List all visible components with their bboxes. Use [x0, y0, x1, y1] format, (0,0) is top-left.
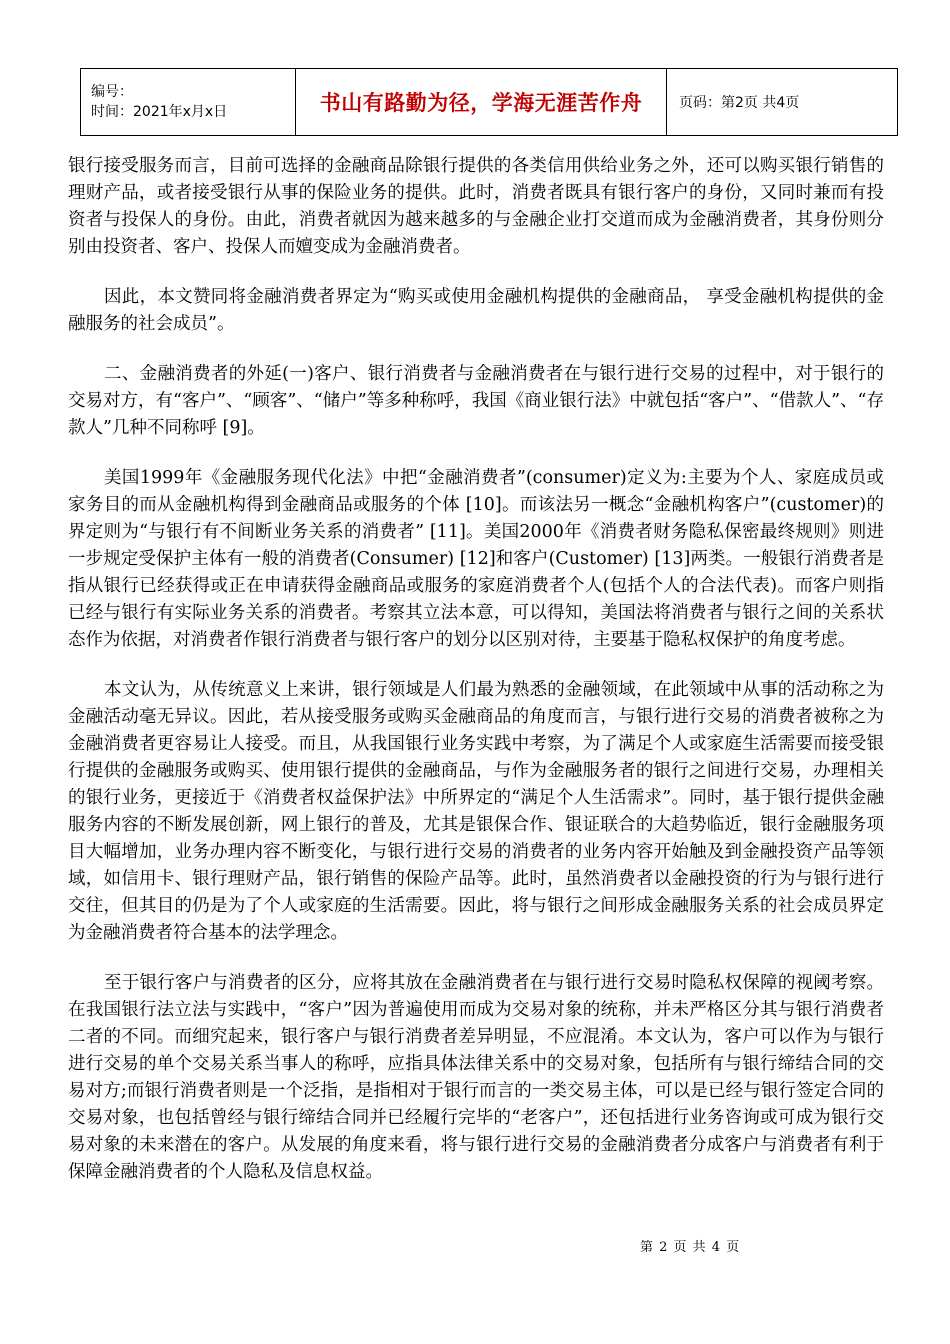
- document-date-label: 时间：2021年x月x日: [91, 104, 228, 120]
- header-page-label: 页码：第2页 共4页: [667, 69, 898, 136]
- paragraph-definition: 因此，本文赞同将金融消费者界定为“购买或使用金融机构提供的金融商品， 享受金融机构提供的金融服务的社会成员”。: [68, 287, 884, 334]
- page-footer: 第 2 页 共 4 页: [640, 1240, 741, 1255]
- paragraph-extension: 二、金融消费者的外延(一)客户、银行消费者与金融消费者在与银行进行交易的过程中，对于银行的交易对方，有“客户”、“顾客”、“储户”等多种称呼，我国《商业银行法》中就包括“客户”、“借款人”、“存款人”几种不同称呼 [9]。: [68, 364, 884, 438]
- header-meta-cell: [81, 69, 296, 136]
- paragraph-distinction: 至于银行客户与消费者的区分，应将其放在金融消费者在与银行进行交易时隐私权保障的视阈考察。在我国银行法立法与实践中，“客户”因为普遍使用而成为交易对象的统称，并未严格区分其与银行消费者二者的不同。而细究起来，银行客户与银行消费者差异明显，不应混淆。本文认为，客户可以作为与银行进行交易的单个交易关系当事人的称呼，应指具体法律关系中的交易对象，包括所有与银行缔结合同的交易对方;而银行消费者则是一个泛指，是指相对于银行而言的一类交易主体，可以是已经与银行签定合同的交易对象，也包括曾经与银行缔结合同并已经履行完毕的“老客户”，还包括进行业务咨询或可成为银行交易对象的未来潜在的客户。从发展的角度来看，将与银行进行交易的金融消费者分成客户与消费者有利于保障金融消费者的个人隐私及信息权益。: [68, 973, 884, 1182]
- paragraph-us-law: 美国1999年《金融服务现代化法》中把“金融消费者”(consumer)定义为:主要为个人、家庭成员或家务目的而从金融机构得到金融商品或服务的个体 [10]。而该法另一概念“金融机构客户”(customer)的界定则为“与银行有不间断业务关系的消费者” [11]。美国2000年《消费者财务隐私保密最终规则》则进一步规定受保护主体有一般的消费者(Consumer) [12]和客户(Customer) [13]两类。一般银行消费者是指从银行已经获得或正在申请获得金融商品或服务的家庭消费者个人(包括个人的合法代表)。而客户则指已经与银行有实际业务关系的消费者。考察其立法本意，可以得知，美国法将消费者与银行之间的关系状态作为依据，对消费者作银行消费者与银行客户的划分以区别对待，主要基于隐私权保护的角度考虑。: [68, 468, 884, 650]
- document-body: [68, 153, 884, 1209]
- header-motto: 书山有路勤为径，学海无涯苦作舟: [296, 69, 667, 136]
- page-header: [80, 68, 898, 136]
- paragraph-opinion: 本文认为，从传统意义上来讲，银行领域是人们最为熟悉的金融领域，在此领域中从事的活动称之为金融活动毫无异议。因此，若从接受服务或购买金融商品的角度而言，与银行进行交易的消费者被称之为金融消费者更容易让人接受。而且，从我国银行业务实践中考察，为了满足个人或家庭生活需要而接受银行提供的金融服务或购买、使用银行提供的金融商品，与作为金融服务者的银行之间进行交易，办理相关的银行业务，更接近于《消费者权益保护法》中所界定的“满足个人生活需求”。同时，基于银行提供金融服务内容的不断发展创新，网上银行的普及，尤其是银保合作、银证联合的大趋势临近，银行金融服务项目大幅增加，业务办理内容不断变化，与银行进行交易的消费者的业务内容开始触及到金融投资产品等领域，如信用卡、银行理财产品，银行销售的保险产品等。此时，虽然消费者以金融投资的行为与银行进行交往，但其目的仍是为了个人或家庭的生活需要。因此，将与银行之间形成金融服务关系的社会成员界定为金融消费者符合基本的法学理念。: [68, 680, 884, 943]
- paragraph-continued: 银行接受服务而言，目前可选择的金融商品除银行提供的各类信用供给业务之外，还可以购买银行销售的理财产品，或者接受银行从事的保险业务的提供。此时，消费者既具有银行客户的身份，又同时兼而有投资者与投保人的身份。由此，消费者就因为越来越多的与金融企业打交道而成为金融消费者，其身份则分别由投资者、客户、投保人而嬗变成为金融消费者。: [68, 156, 884, 257]
- document-number-label: 编号：: [91, 84, 133, 100]
